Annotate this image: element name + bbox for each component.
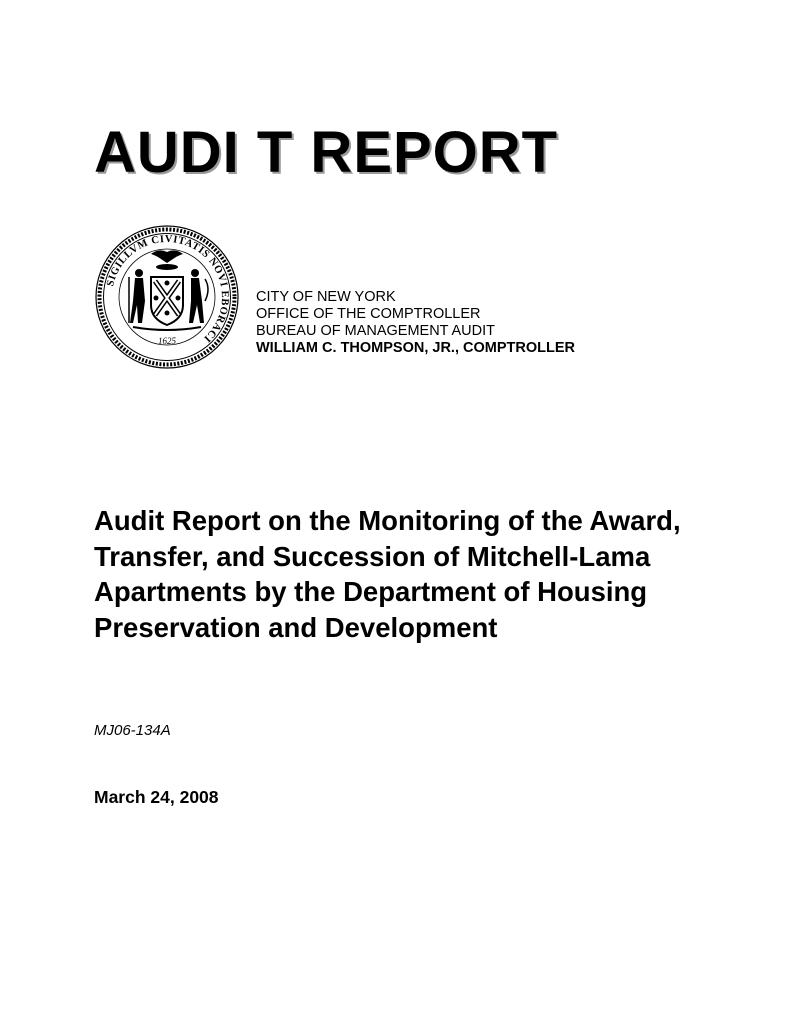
main-heading: AUDI T REPORT — [94, 120, 559, 185]
report-title: Audit Report on the Monitoring of the Award, Transfer, and Succession of Mitchell-Lama Apartments by the Department of Housing Preservation and Development — [94, 505, 681, 643]
report-date: March 24, 2008 — [94, 787, 219, 807]
office-block — [256, 289, 575, 357]
report-number: MJ06-134A — [94, 722, 171, 739]
bureau-name: BUREAU OF MANAGEMENT AUDIT — [256, 323, 496, 339]
seal-year: 1625 — [158, 336, 176, 346]
seal-motto: SIGILLVM CIVITATIS NOVI EBORACI — [105, 233, 231, 345]
office-name: OFFICE OF THE COMPTROLLER — [256, 306, 481, 322]
city-seal-icon — [93, 223, 241, 371]
comptroller-name: WILLIAM C. THOMPSON, JR., COMPTROLLER — [256, 340, 575, 356]
city-name: CITY OF NEW YORK — [256, 289, 396, 305]
